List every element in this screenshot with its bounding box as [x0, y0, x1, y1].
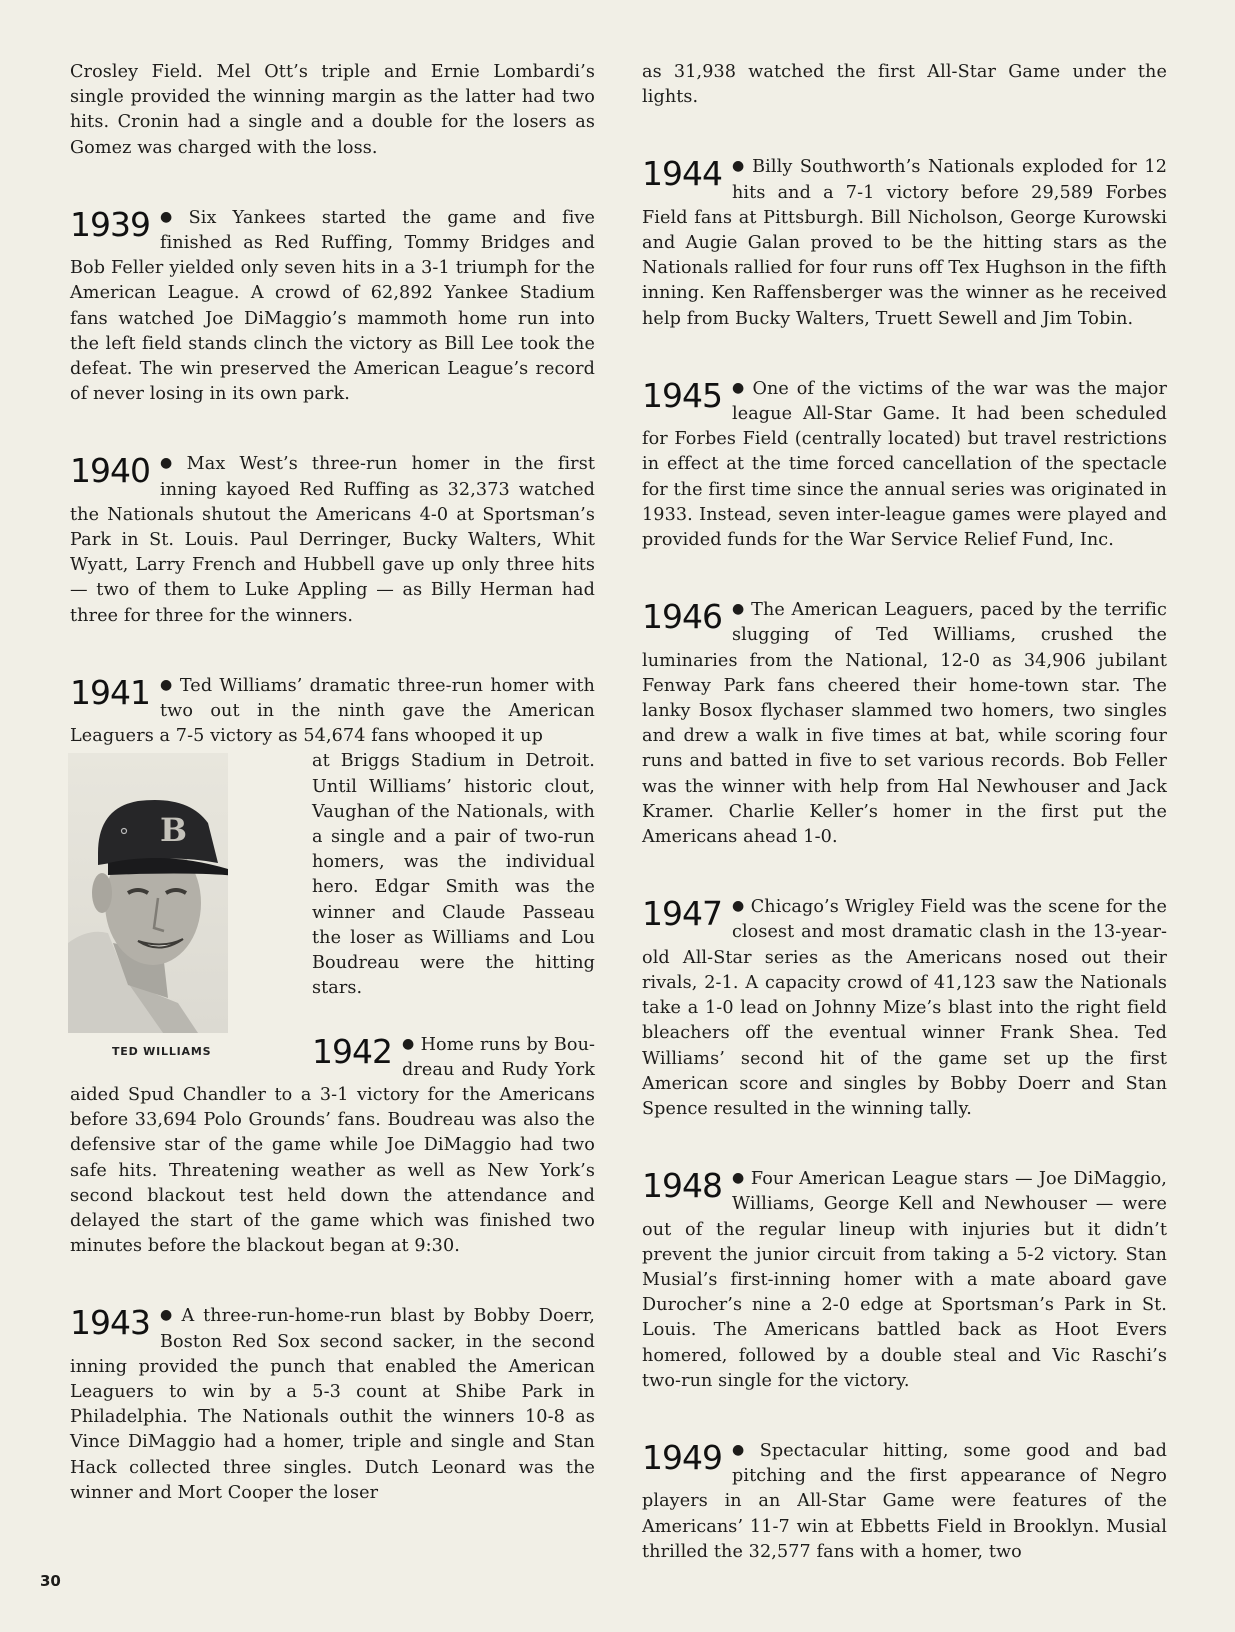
continued-paragraph: as 31,938 watched the first All-Star Game under the lights.: [642, 62, 1167, 108]
left-column: [70, 60, 595, 1506]
entry-text: Six Yankees started the game and five finished as Red Ruffing, Tommy Bridges and Bob Feller yielded only seven hits in a 3-1 triumph for the American League. A crowd of 62,892 Yankee Stadium fans watched Joe DiMaggio’s mammoth home run into the left field stands clinch the victory as Bill Lee took the defeat. The win preserved the American League’s record of never losing in its own park.: [70, 207, 595, 405]
year-heading: 1942: [312, 1031, 392, 1071]
year-heading: 1947: [642, 894, 722, 934]
page-number: 30: [40, 1572, 61, 1590]
svg-text:B: B: [160, 811, 188, 850]
entry-1939: [70, 205, 595, 408]
entry-text: The American Leaguers, paced by the terrific slugging of Ted Williams, crushed the luminaries from the National, 12-0 as 34,906 jubilant Fenway Park fans cheered their home-town star. The lanky Bosox flychaser slammed two homers, two singles and drew a walk in five times at bat, while scoring four runs and batted in five to set various records. Bob Feller was the winner with help from Hal Newhouser and Jack Kramer. Charlie Keller’s homer in the first put the Americans ahead 1-0.: [642, 600, 1167, 848]
year-heading: 1944: [642, 154, 722, 194]
entry-text: Ted Williams’ dramatic three-run homer with two out in the ninth gave the American Leaguers a 7-5 victory as 54,674 fans whooped it up: [70, 675, 595, 747]
entry-1946: [642, 597, 1167, 850]
player-photo: [68, 753, 228, 1033]
entry-1943: [70, 1303, 595, 1506]
entry-text: A three-run-home-run blast by Bobby Doerr, Boston Red Sox second sacker, in the second inning provided the punch that enabled the American Leaguers to win by a 5-3 count at Shibe Park in Philadelphia. The Nationals outhit the winners 10-8 as Vince DiMaggio had a homer, triple and single and Stan Hack collected three singles. Dutch Leonard was the winner and Mort Cooper the loser: [70, 1306, 595, 1503]
entry-text: Four American League stars — Joe DiMaggio, Williams, George Kell and Newhouser — were out of the regular lineup with injuries but it didn’t prevent the junior circuit from taking a 5-2 victory. Stan Musial’s first-inning homer with a mate aboard gave Durocher’s nine a 2-0 edge at Sportsman’s Park in St. Louis. The Americans battled back as Hoot Evers homered, followed by a double steal and Vic Raschi’s two-run single for the victory.: [642, 1169, 1167, 1391]
entry-1947: [642, 894, 1167, 1122]
entry-text: Billy Southworth’s Nationals exploded for 12 hits and a 7-1 victory before 29,589 Forbes Field fans at Pittsburgh. Bill Nicholson, George Kurowski and Augie Galan proved to be the hitting stars as the Nationals rallied for four runs off Tex Hughson in the fifth inning. Ken Raffensberger was the winner as he received help from Bucky Walters, Truett Sewell and Jim Tobin.: [642, 157, 1167, 329]
year-heading: 1943: [70, 1303, 150, 1343]
bullet-icon: ●: [159, 1307, 176, 1324]
continued-paragraph: Crosley Field. Mel Ott’s triple and Ernie Lombardi’s single provided the winning margin as the latter had two hits. Cronin had a single and a double for the losers as Gomez was charged with the loss.: [70, 62, 595, 158]
entry-text: Chicago’s Wrigley Field was the scene for the closest and most dramatic clash in the 13-year-old All-Star series as the Americans nosed out their rivals, 2-1. A capacity crowd of 41,123 saw the Nationals take a 1-0 lead on Johnny Mize’s blast into the right field bleachers off the eventual winner Frank Shea. Ted Williams’ second hit of the game set up the first American score and singles by Bobby Doerr and Stan Spence resulted in the winning tally.: [642, 897, 1167, 1119]
entry-1942: [70, 1032, 595, 1260]
year-heading: 1945: [642, 375, 722, 415]
bullet-icon: ●: [731, 601, 746, 618]
entry-text: Spectacular hitting, some good and bad pitching and the first appearance of Negro players in an All-Star Game were features of the Americans’ 11-7 win at Ebbetts Field in Brooklyn. Musial thrilled the 32,577 fans with a homer, two: [642, 1440, 1167, 1562]
entry-1948: [642, 1166, 1167, 1394]
right-column: [642, 60, 1167, 1565]
player-photo-figure: [68, 749, 300, 1064]
bullet-icon: ●: [731, 379, 747, 396]
photo-caption: TED WILLIAMS: [112, 1045, 212, 1059]
bullet-icon: ●: [731, 1441, 754, 1458]
entry-text: Max West’s three-run homer in the first inning kayoed Red Ruffing as 32,373 watched the Nationals shutout the Americans 4-0 at Sportsman’s Park in St. Louis. Paul Derringer, Bucky Walters, Whit Wyatt, Larry French and Hubbell gave up only three hits — two of them to Luke Appling — as Billy Herman had three for three for the winners.: [70, 454, 595, 626]
year-heading: 1946: [642, 597, 722, 637]
year-heading: 1949: [642, 1437, 722, 1477]
entry-1944: [642, 154, 1167, 331]
bullet-icon: ●: [731, 898, 745, 915]
year-heading: 1939: [70, 204, 150, 244]
entry-text: Home runs by Boudreau and Rudy York aided Spud Chandler to a 3-1 victory for the Americans before 33,694 Polo Grounds’ fans. Boudreau was also the defensive star of the game while Joe DiMaggio had two safe hits. Threatening weather as well as New York’s second blackout test held down the attendance and delayed the start of the game which was finished two minutes before the blackout began at 9:30.: [70, 1034, 595, 1257]
bullet-icon: ●: [401, 1035, 415, 1052]
bullet-icon: ●: [159, 208, 183, 225]
entry-1945: [642, 376, 1167, 553]
entry-1940: [70, 451, 595, 628]
year-heading: 1948: [642, 1166, 722, 1206]
year-heading: 1940: [70, 451, 150, 491]
bullet-icon: ●: [159, 455, 181, 472]
bullet-icon: ●: [731, 1170, 745, 1187]
entry-1949: [642, 1438, 1167, 1565]
entry-text: One of the victims of the war was the major league All-Star Game. It had been scheduled for Forbes Field (centrally located) but travel restrictions in effect at the time forced cancellation of the spectacle for the first time since the annual series was originated in 1933. Instead, seven inter-league games were played and provided funds for the War Service Relief Fund, Inc.: [642, 378, 1167, 551]
year-heading: 1941: [70, 672, 150, 712]
entry-text-wrapped: at Briggs Stadium in Detroit. Until Williams’ historic clout, Vaughan of the Nationals, with a single and a pair of two-run homers, was the individual hero. Edgar Smith was the winner and Claude Passeau the loser as Williams and Lou Boudreau were the hitting stars.: [312, 751, 595, 999]
ted-williams-portrait-icon: [68, 753, 228, 1033]
bullet-icon: ●: [159, 676, 174, 693]
bullet-icon: ●: [731, 158, 747, 175]
